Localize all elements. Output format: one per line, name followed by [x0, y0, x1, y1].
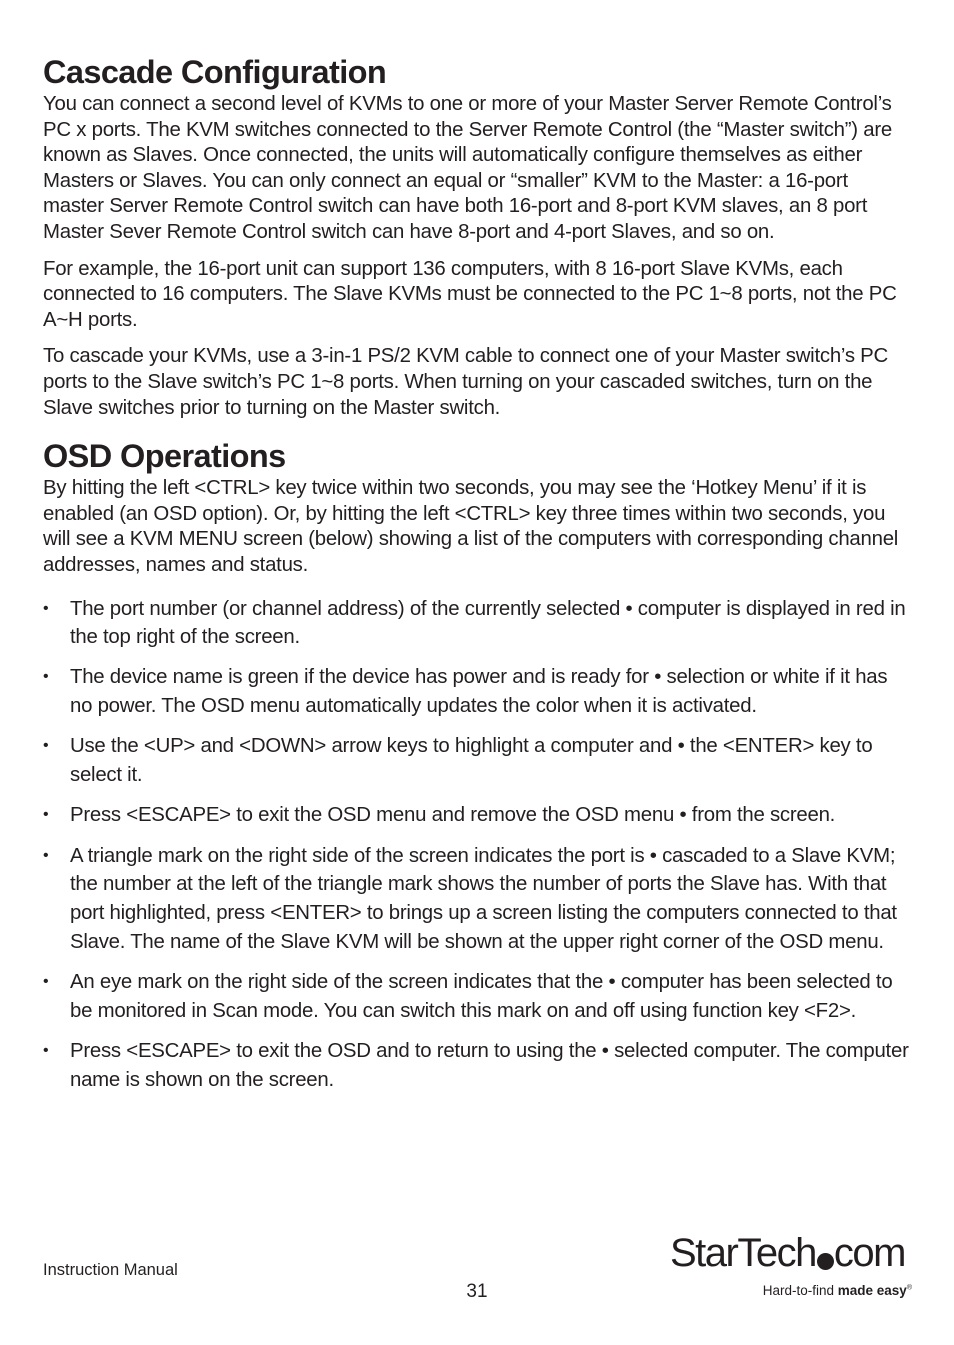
- cascade-configuration-heading: Cascade Configuration: [43, 54, 387, 90]
- list-item: [43, 663, 913, 721]
- logo-wordmark: [670, 1228, 905, 1278]
- page-number: 31: [466, 1281, 488, 1302]
- logo-tagline: [763, 1283, 912, 1298]
- list-item-text: An eye mark on the right side of the screen indicates that the • computer has been selected to be monitored in Scan mode. You can switch this mark on and off using function key <F2>.: [70, 971, 893, 1023]
- osd-bullet-list: [43, 595, 913, 1095]
- bullet-icon: •: [43, 846, 49, 864]
- osd-intro-paragraph: By hitting the left <CTRL> key twice within two seconds, you may see the ‘Hotkey Menu’ if it is enabled (an OSD option). Or, by hitting the left <CTRL> key three times within two seconds, you will see a KVM MENU screen (below) showing a list of the computers with corresponding channel addresses, names and status.: [43, 477, 899, 576]
- osd-operations-heading: OSD Operations: [43, 438, 286, 475]
- registered-mark: ®: [906, 1284, 912, 1292]
- list-item: [43, 801, 913, 830]
- bullet-icon: •: [43, 806, 49, 824]
- list-item-text: A triangle mark on the right side of the screen indicates the port is • cascaded to a Slave KVM; the number at the left of the triangle mark shows the number of ports the Slave has. With that port highlighted, press <ENTER> to brings up a screen listing the computers connected to that Slave. The name of the Slave KVM will be shown at the upper right corner of the OSD menu.: [70, 844, 897, 954]
- logo-brand-text: StarTech: [670, 1231, 816, 1275]
- list-item: [43, 968, 913, 1026]
- list-item: [43, 732, 913, 790]
- list-item: [43, 595, 913, 653]
- list-item-text: Press <ESCAPE> to exit the OSD menu and remove the OSD menu • from the screen.: [70, 804, 836, 827]
- bullet-icon: •: [43, 1042, 49, 1060]
- list-item-text: Use the <UP> and <DOWN> arrow keys to highlight a computer and • the <ENTER> key to select it.: [70, 735, 873, 787]
- list-item: [43, 1037, 913, 1095]
- bullet-icon: •: [43, 737, 49, 755]
- bullet-icon: •: [43, 599, 49, 617]
- cascade-paragraph-2: For example, the 16-port unit can support 136 computers, with 8 16-port Slave KVMs, each connected to 16 computers. The Slave KVMs must be connected to the PC 1~8 ports, not the PC A~H ports.: [43, 257, 897, 331]
- logo-tagline-text: Hard-to-find: [762, 1283, 838, 1298]
- logo-dot-icon: [817, 1253, 834, 1270]
- bullet-icon: •: [43, 973, 49, 991]
- list-item: [43, 842, 913, 957]
- list-item-text: Press <ESCAPE> to exit the OSD and to return to using the • selected computer. The computer name is shown on the screen.: [70, 1040, 909, 1091]
- cascade-paragraph-1: You can connect a second level of KVMs to one or more of your Master Server Remote Control’s PC x ports. The KVM switches connected to the Server Remote Control (the “Master switch”) are known as Slaves. Once connected, the units will automatically configure themselves as either Masters or Slaves. You can only connect an equal or “smaller” KVM to the Master: a 16-port master Server Remote Control switch can have both 16-port and 8-port KVM slaves, an 8 port Master Sever Remote Control switch can have 8-port and 4-port Slaves, and so on.: [43, 93, 892, 243]
- startech-logo: [670, 1228, 912, 1304]
- page-content: [43, 50, 913, 1106]
- logo-tagline-bold: made easy: [837, 1283, 907, 1298]
- bullet-icon: •: [43, 668, 49, 686]
- list-item-text: The device name is green if the device has power and is ready for • selection or white if it has no power. The OSD menu automatically updates the color when it is activated.: [70, 666, 888, 718]
- cascade-paragraph-3: To cascade your KVMs, use a 3-in-1 PS/2 KVM cable to connect one of your Master switch’s PC ports to the Slave switch’s PC 1~8 ports. When turning on your cascaded switches, turn on the Slave switches prior to turning on the Master switch.: [43, 345, 889, 419]
- list-item-text: The port number (or channel address) of the currently selected • computer is displayed in red in the top right of the screen.: [70, 597, 906, 649]
- logo-domain-text: com: [833, 1231, 905, 1275]
- footer-manual-label: Instruction Manual: [43, 1261, 178, 1279]
